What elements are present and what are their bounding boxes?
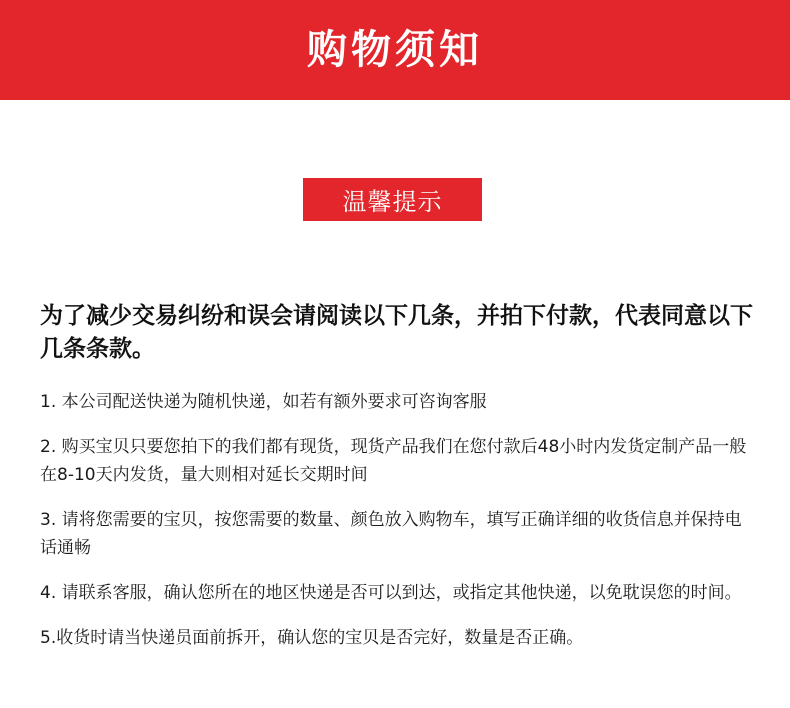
notice-item-3: 3. 请将您需要的宝贝，按您需要的数量、颜色放入购物车，填写正确详细的收货信息并保持电话通畅: [40, 510, 742, 558]
page-title: 购物须知: [307, 27, 483, 73]
notice-item-4: 4. 请联系客服，确认您所在的地区快递是否可以到达，或指定其他快递，以免耽误您的时间。: [40, 583, 742, 603]
notice-item-2: 2. 购买宝贝只要您拍下的我们都有现货，现货产品我们在您付款后48小时内发货定制产品一般在8-10天内发货，量大则相对延长交期时间: [40, 437, 747, 485]
tips-badge: 温馨提示: [303, 178, 482, 221]
notice-list: [40, 388, 755, 669]
notice-item-1: 1. 本公司配送快递为随机快递，如若有额外要求可咨询客服: [40, 392, 487, 412]
header-banner: [0, 0, 790, 100]
intro-paragraph: 为了减少交易纠纷和误会请阅读以下几条，并拍下付款，代表同意以下几条条款。: [40, 303, 753, 362]
notice-item-5: 5.收货时请当快递员面前拆开，确认您的宝贝是否完好，数量是否正确。: [40, 628, 584, 648]
